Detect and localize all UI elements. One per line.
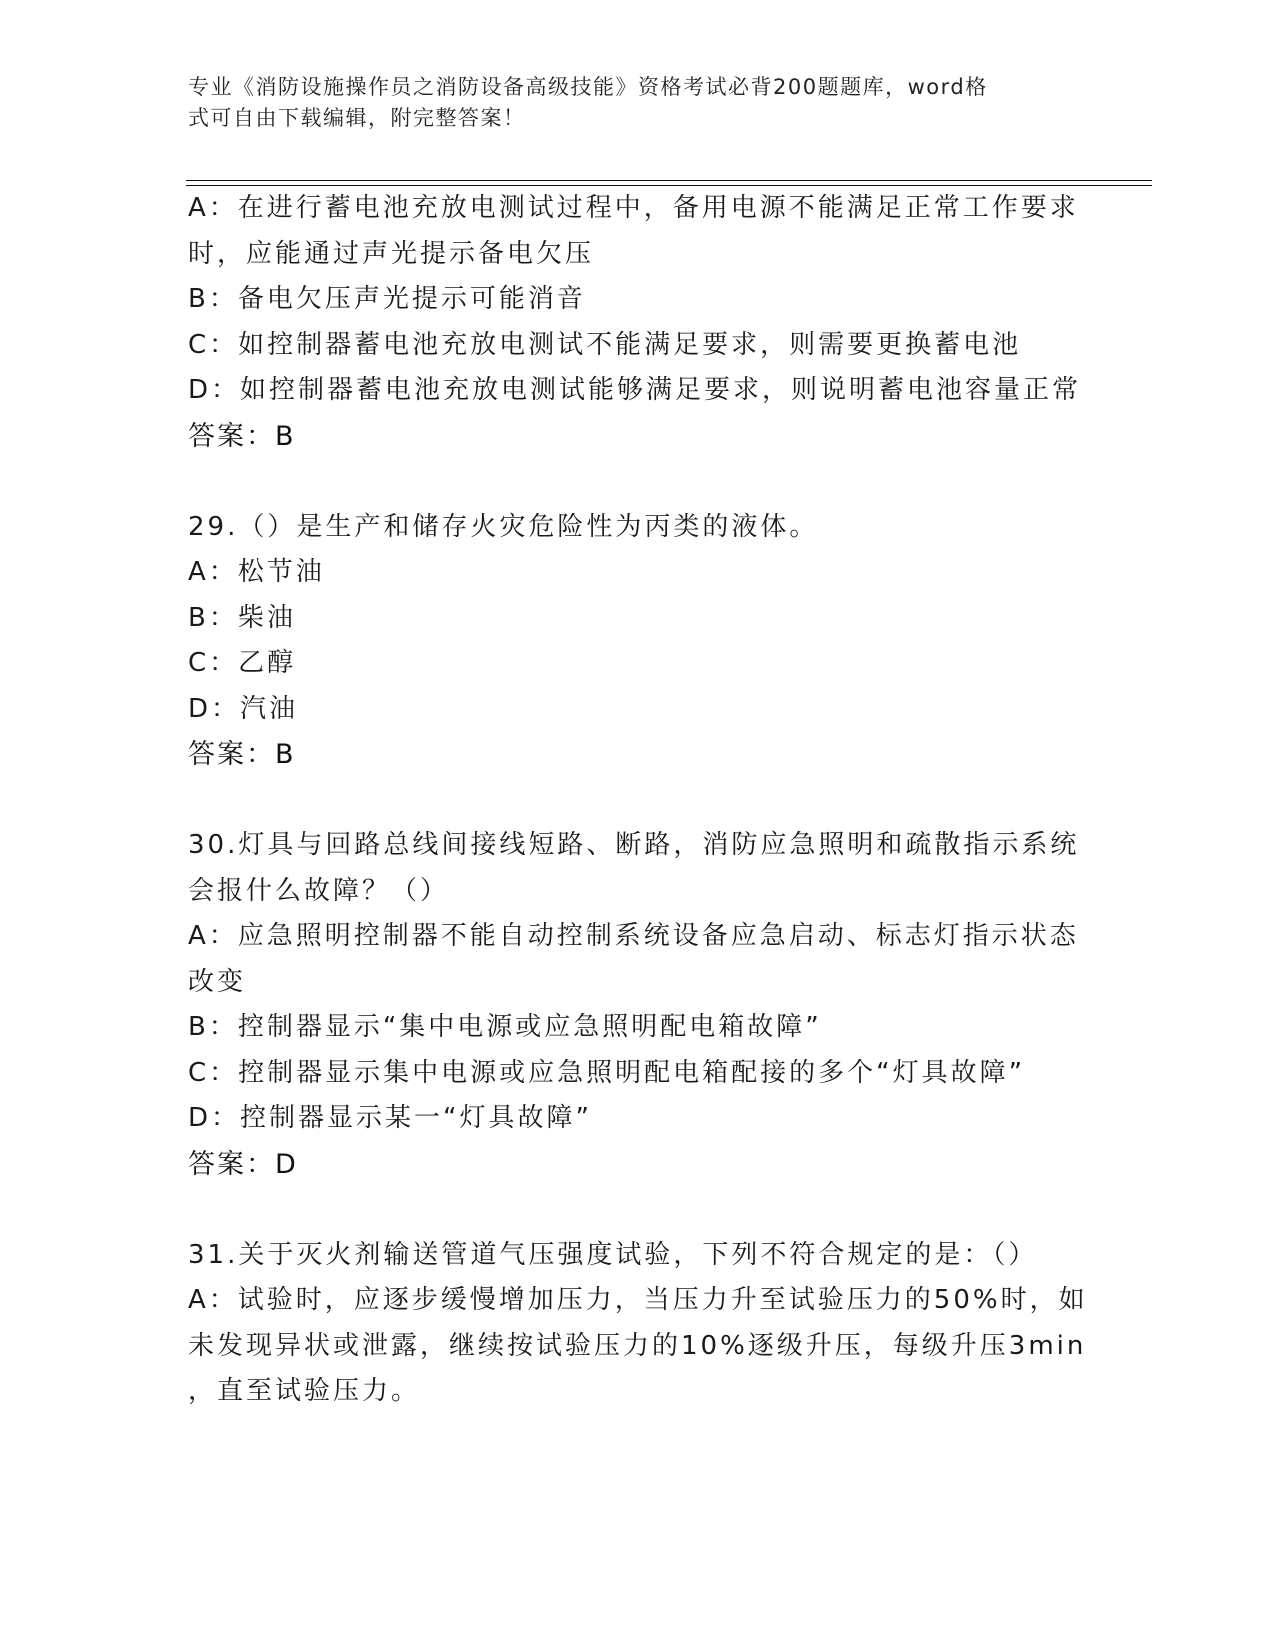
answer-label: 答案： bbox=[188, 1148, 275, 1180]
question-text: 29.（）是生产和储存火灾危险性为丙类的液体。 bbox=[188, 511, 819, 542]
option-a-line-1: A：应急照明控制器不能自动控制系统设备应急启动、标志灯指示状态 bbox=[188, 921, 1079, 951]
answer-value: D bbox=[275, 1148, 298, 1180]
spacer bbox=[188, 459, 1088, 505]
header-text-line-1: 专业《消防设施操作员之消防设备高级技能》资格考试必背200题题库，word格 bbox=[188, 75, 988, 99]
question-text-line-2: 会报什么故障？（） bbox=[188, 875, 450, 906]
spacer bbox=[188, 778, 1088, 824]
option-a-line-1: A：在进行蓄电池充放电测试过程中，备用电源不能满足正常工作要求 bbox=[188, 193, 1079, 223]
option-a: A：松节油 bbox=[188, 557, 325, 587]
option-a-line-2: 改变 bbox=[188, 966, 247, 997]
question-text-line-1: 30.灯具与回路总线间接线短路、断路，消防应急照明和疏散指示系统 bbox=[188, 830, 1080, 860]
option-d: D：如控制器蓄电池充放电测试能够满足要求，则说明蓄电池容量正常 bbox=[188, 375, 1082, 405]
option-b: B：控制器显示“集中电源或应急照明配电箱故障” bbox=[188, 1012, 822, 1042]
question-text: 31.关于灭火剂输送管道气压强度试验，下列不符合规定的是：（） bbox=[188, 1239, 1038, 1270]
option-a-line-3: ，直至试验压力。 bbox=[188, 1376, 421, 1406]
header-divider-top bbox=[186, 180, 1152, 181]
option-a-line-1: A：试验时，应逐步缓慢增加压力，当压力升至试验压力的50%时，如 bbox=[188, 1285, 1088, 1315]
option-c: C：乙醇 bbox=[188, 648, 297, 678]
option-c: C：控制器显示集中电源或应急照明配电箱配接的多个“灯具故障” bbox=[188, 1057, 1026, 1088]
question-list bbox=[188, 186, 1088, 1415]
option-b: B：柴油 bbox=[188, 602, 296, 633]
answer bbox=[188, 414, 1088, 460]
option-d: D：控制器显示某一“灯具故障” bbox=[188, 1103, 592, 1133]
answer-label: 答案： bbox=[188, 739, 275, 770]
spacer bbox=[188, 1187, 1088, 1233]
question-30 bbox=[188, 823, 1088, 1187]
answer bbox=[188, 1142, 1088, 1188]
option-c: C：如控制器蓄电池充放电测试不能满足要求，则需要更换蓄电池 bbox=[188, 329, 1022, 360]
option-a-line-2: 时，应能通过声光提示备电欠压 bbox=[188, 238, 595, 269]
answer-label: 答案： bbox=[188, 420, 275, 452]
answer bbox=[188, 732, 1088, 778]
question-31 bbox=[188, 1233, 1088, 1415]
document-header bbox=[188, 72, 1068, 134]
header-text-line-2: 式可自由下载编辑，附完整答案！ bbox=[188, 106, 526, 130]
answer-value: B bbox=[275, 420, 296, 452]
option-b: B：备电欠压声光提示可能消音 bbox=[188, 284, 586, 314]
question-29 bbox=[188, 505, 1088, 778]
answer-value: B bbox=[275, 739, 296, 770]
question-28 bbox=[188, 186, 1088, 459]
option-a-line-2: 未发现异状或泄露，继续按试验压力的10%逐级升压，每级升压3min bbox=[188, 1330, 1087, 1361]
option-d: D：汽油 bbox=[188, 693, 299, 724]
